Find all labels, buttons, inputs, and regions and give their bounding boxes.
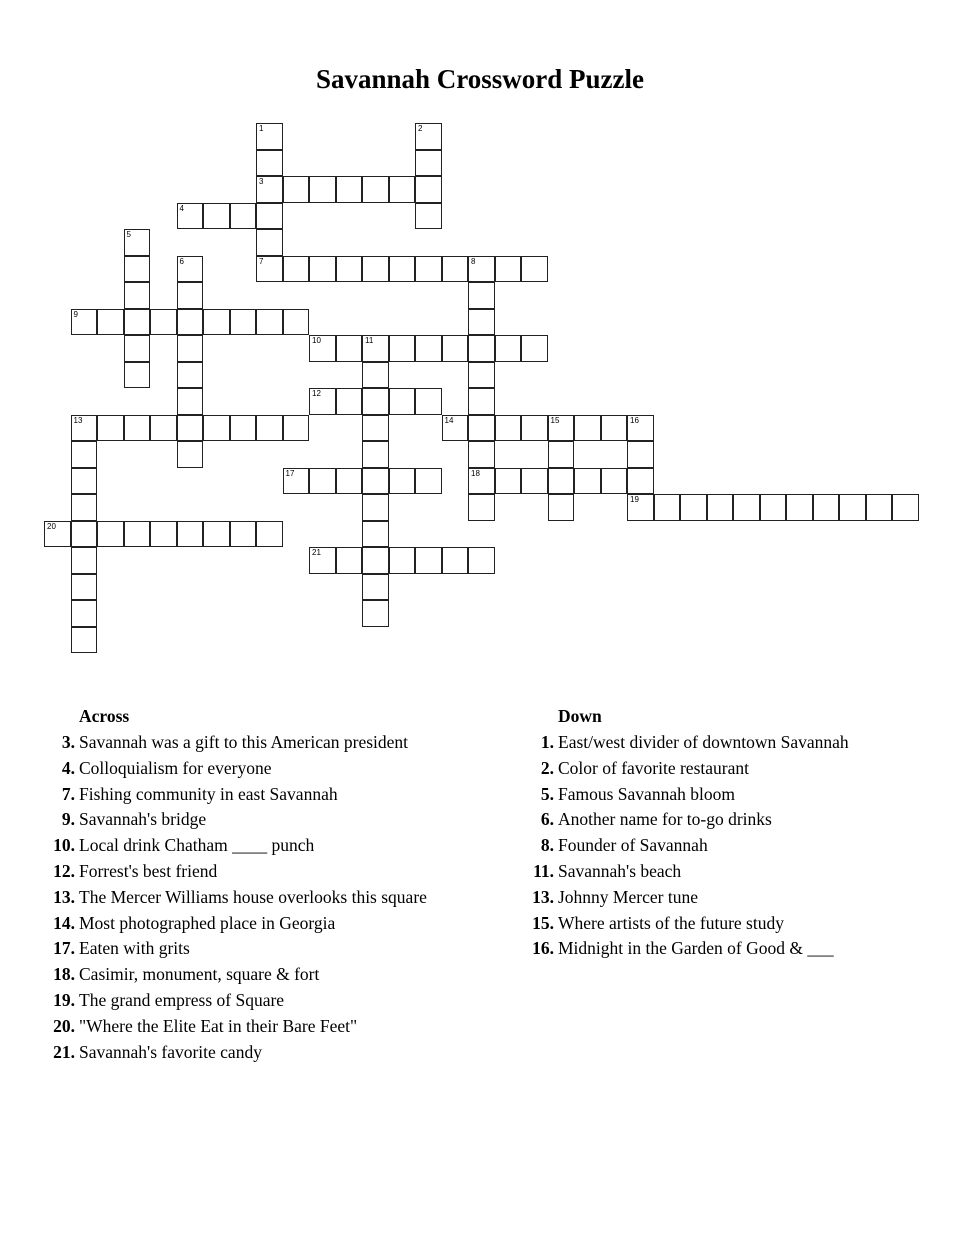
grid-cell[interactable] [415, 468, 442, 495]
clue-number: 12 [312, 389, 321, 398]
clue-number: 5 [126, 230, 131, 239]
clue-text: Savannah's favorite candy [79, 1041, 262, 1062]
grid-cell[interactable] [548, 494, 575, 521]
grid-cell[interactable] [627, 468, 654, 495]
clue-number: 21 [312, 548, 321, 557]
clue-text: Fishing community in east Savannah [79, 783, 338, 804]
grid-cell[interactable] [415, 547, 442, 574]
grid-cell[interactable] [71, 415, 98, 442]
grid-cell[interactable] [627, 415, 654, 442]
clue-num: 17. [53, 938, 75, 959]
clue-text: Another name for to-go drinks [558, 809, 772, 830]
grid-cell[interactable] [495, 468, 522, 495]
clue-num: 14. [53, 912, 75, 933]
grid-cell[interactable] [71, 627, 98, 654]
grid-cell[interactable] [389, 468, 416, 495]
down-heading: Down [558, 706, 602, 726]
grid-cell[interactable] [495, 335, 522, 362]
grid-cell[interactable] [124, 362, 151, 389]
grid-cell[interactable] [415, 176, 442, 203]
grid-cell[interactable] [97, 415, 124, 442]
grid-cell[interactable] [71, 309, 98, 336]
grid-cell[interactable] [124, 415, 151, 442]
grid-cell[interactable] [362, 600, 389, 627]
grid-cell[interactable] [150, 521, 177, 548]
grid-cell[interactable] [230, 203, 257, 230]
grid-cell[interactable] [468, 415, 495, 442]
clue-number: 8 [471, 256, 476, 266]
grid-cell[interactable] [203, 309, 230, 336]
grid-cell[interactable] [362, 521, 389, 548]
grid-cell[interactable] [203, 203, 230, 230]
clue-text: Savannah's beach [558, 861, 682, 881]
clue-text: "Where the Elite Eat in their Bare Feet" [79, 1015, 358, 1036]
grid-cell[interactable] [177, 441, 204, 468]
across-clue [35, 784, 338, 805]
grid-cell[interactable] [680, 494, 707, 521]
grid-cell[interactable] [839, 494, 866, 521]
grid-cell[interactable] [309, 388, 336, 415]
clue-number: 14 [444, 415, 454, 425]
clue-num: 9. [61, 809, 75, 830]
clue-num: 19. [53, 990, 75, 1010]
grid-cell[interactable] [362, 547, 389, 574]
clue-text: Savannah was a gift to this American president [79, 732, 409, 752]
across-clue [35, 861, 217, 882]
grid-cell[interactable] [177, 362, 204, 389]
grid-cell[interactable] [468, 256, 495, 283]
grid-cell[interactable] [283, 256, 310, 283]
grid-cell[interactable] [442, 415, 469, 442]
across-clue [35, 835, 314, 856]
grid-cell[interactable] [256, 176, 283, 203]
grid-cell[interactable] [442, 335, 469, 362]
grid-cell[interactable] [495, 256, 522, 283]
grid-cell[interactable] [256, 415, 283, 442]
grid-cell[interactable] [627, 494, 654, 521]
grid-cell[interactable] [71, 521, 98, 548]
down-clue [514, 784, 735, 805]
grid-cell[interactable] [442, 547, 469, 574]
across-clue [35, 1016, 357, 1037]
clue-text: Midnight in the Garden of Good & ___ [558, 938, 834, 959]
clue-number: 6 [179, 256, 184, 266]
clue-number: 17 [285, 468, 295, 478]
grid-cell[interactable] [230, 521, 257, 548]
grid-cell[interactable] [283, 468, 310, 495]
grid-cell[interactable] [521, 468, 548, 495]
clue-text: Most photographed place in Georgia [79, 912, 336, 933]
clue-number: 19 [630, 495, 639, 504]
across-clue [35, 758, 271, 779]
grid-cell[interactable] [786, 494, 813, 521]
across-clue [35, 913, 335, 934]
grid-cell[interactable] [256, 203, 283, 230]
grid-cell[interactable] [548, 415, 575, 442]
grid-cell[interactable] [124, 521, 151, 548]
grid-cell[interactable] [256, 521, 283, 548]
grid-cell[interactable] [468, 282, 495, 309]
grid-cell[interactable] [177, 256, 204, 283]
grid-cell[interactable] [309, 176, 336, 203]
grid-cell[interactable] [468, 335, 495, 362]
clue-text: Where artists of the future study [558, 912, 784, 933]
clue-number: 10 [312, 336, 321, 345]
grid-cell[interactable] [283, 309, 310, 336]
grid-cell[interactable] [309, 335, 336, 362]
grid-cell[interactable] [362, 335, 389, 362]
clue-number: 18 [471, 468, 480, 478]
grid-cell[interactable] [177, 282, 204, 309]
grid-cell[interactable] [468, 494, 495, 521]
grid-cell[interactable] [256, 123, 283, 150]
grid-cell[interactable] [97, 309, 124, 336]
across-clue [35, 1042, 262, 1063]
clue-text: Color of favorite restaurant [558, 757, 749, 778]
grid-cell[interactable] [230, 415, 257, 442]
clue-number: 13 [73, 415, 83, 425]
grid-cell[interactable] [203, 415, 230, 442]
grid-cell[interactable] [601, 468, 628, 495]
grid-cell[interactable] [654, 494, 681, 521]
grid-cell[interactable] [389, 256, 416, 283]
across-clue [35, 938, 190, 959]
grid-cell[interactable] [362, 441, 389, 468]
grid-cell[interactable] [468, 468, 495, 495]
grid-cell[interactable] [415, 335, 442, 362]
grid-cell[interactable] [468, 547, 495, 574]
clue-num: 8. [540, 835, 554, 856]
grid-cell[interactable] [362, 388, 389, 415]
grid-cell[interactable] [627, 441, 654, 468]
grid-cell[interactable] [362, 468, 389, 495]
clue-num: 3. [61, 732, 75, 752]
grid-cell[interactable] [389, 388, 416, 415]
clue-num: 7. [61, 783, 75, 804]
grid-cell[interactable] [362, 362, 389, 389]
grid-cell[interactable] [71, 468, 98, 495]
grid-cell[interactable] [707, 494, 734, 521]
grid-cell[interactable] [309, 468, 336, 495]
across-clue [35, 732, 408, 753]
grid-cell[interactable] [521, 256, 548, 283]
grid-cell[interactable] [256, 150, 283, 177]
grid-cell[interactable] [97, 521, 124, 548]
down-clue [514, 938, 834, 959]
clue-text: Famous Savannah bloom [558, 783, 735, 804]
grid-cell[interactable] [177, 309, 204, 336]
down-clue [514, 913, 784, 934]
clue-text: Johnny Mercer tune [558, 886, 698, 907]
clue-text: East/west divider of downtown Savannah [558, 732, 849, 752]
clue-num: 2. [540, 757, 554, 778]
clue-number: 4 [179, 203, 184, 213]
across-clue [35, 887, 427, 908]
grid-cell[interactable] [177, 203, 204, 230]
across-clue [35, 809, 206, 830]
grid-cell[interactable] [256, 309, 283, 336]
clue-text: Casimir, monument, square & fort [79, 964, 320, 985]
across-clue [35, 990, 284, 1011]
down-clue [514, 861, 681, 882]
grid-cell[interactable] [71, 600, 98, 627]
grid-cell[interactable] [283, 415, 310, 442]
clue-num: 11. [533, 861, 554, 881]
grid-cell[interactable] [495, 415, 522, 442]
clue-num: 10. [53, 835, 75, 856]
clue-num: 15. [532, 912, 554, 933]
grid-cell[interactable] [415, 203, 442, 230]
clue-num: 6. [540, 809, 554, 830]
grid-cell[interactable] [256, 229, 283, 256]
grid-cell[interactable] [71, 547, 98, 574]
grid-cell[interactable] [389, 547, 416, 574]
clue-number: 11 [365, 336, 374, 345]
grid-cell[interactable] [283, 176, 310, 203]
clue-text: Colloquialism for everyone [79, 757, 272, 778]
clue-text: The Mercer Williams house overlooks this square [79, 886, 427, 907]
grid-cell[interactable] [813, 494, 840, 521]
grid-cell[interactable] [124, 229, 151, 256]
clue-num: 1. [540, 732, 554, 752]
grid-cell[interactable] [124, 309, 151, 336]
grid-cell[interactable] [521, 415, 548, 442]
clue-number: 16 [630, 415, 639, 425]
grid-cell[interactable] [336, 256, 363, 283]
grid-cell[interactable] [733, 494, 760, 521]
grid-cell[interactable] [521, 335, 548, 362]
grid-cell[interactable] [124, 335, 151, 362]
grid-cell[interactable] [44, 521, 71, 548]
grid-cell[interactable] [442, 256, 469, 283]
grid-cell[interactable] [177, 335, 204, 362]
clue-num: 5. [540, 783, 554, 804]
clue-num: 13. [53, 886, 75, 907]
grid-cell[interactable] [362, 256, 389, 283]
down-clue [514, 835, 708, 856]
grid-cell[interactable] [892, 494, 919, 521]
grid-cell[interactable] [362, 574, 389, 601]
clue-num: 16. [532, 938, 554, 959]
grid-cell[interactable] [336, 468, 363, 495]
clue-number: 1 [259, 124, 264, 133]
grid-cell[interactable] [362, 176, 389, 203]
grid-cell[interactable] [548, 441, 575, 468]
clue-number: 20 [47, 521, 56, 531]
grid-cell[interactable] [468, 441, 495, 468]
grid-cell[interactable] [760, 494, 787, 521]
grid-cell[interactable] [150, 415, 177, 442]
grid-cell[interactable] [309, 547, 336, 574]
clue-text: Forrest's best friend [79, 861, 218, 881]
grid-cell[interactable] [256, 256, 283, 283]
clue-number: 2 [418, 124, 423, 133]
grid-cell[interactable] [150, 309, 177, 336]
clue-num: 18. [53, 964, 75, 985]
clue-text: The grand empress of Square [79, 990, 285, 1010]
grid-cell[interactable] [177, 521, 204, 548]
grid-cell[interactable] [230, 309, 257, 336]
down-clue [514, 809, 772, 830]
clue-text: Eaten with grits [79, 938, 190, 959]
grid-cell[interactable] [866, 494, 893, 521]
grid-cell[interactable] [124, 282, 151, 309]
grid-cell[interactable] [362, 415, 389, 442]
down-clue [514, 758, 749, 779]
grid-cell[interactable] [468, 388, 495, 415]
grid-cell[interactable] [177, 415, 204, 442]
grid-cell[interactable] [389, 176, 416, 203]
clue-number: 15 [550, 415, 560, 425]
clue-text: Savannah's bridge [79, 809, 207, 830]
grid-cell[interactable] [574, 415, 601, 442]
grid-cell[interactable] [415, 256, 442, 283]
grid-cell[interactable] [336, 388, 363, 415]
grid-cell[interactable] [71, 494, 98, 521]
grid-cell[interactable] [336, 335, 363, 362]
grid-cell[interactable] [468, 362, 495, 389]
clue-num: 4. [61, 757, 75, 778]
grid-cell[interactable] [415, 388, 442, 415]
grid-cell[interactable] [71, 574, 98, 601]
grid-cell[interactable] [309, 256, 336, 283]
grid-cell[interactable] [336, 547, 363, 574]
across-clue [35, 964, 319, 985]
grid-cell[interactable] [574, 468, 601, 495]
grid-cell[interactable] [468, 309, 495, 336]
clue-text: Founder of Savannah [558, 835, 708, 856]
across-heading: Across [79, 706, 130, 726]
down-clue [514, 887, 698, 908]
clue-num: 21. [53, 1041, 75, 1062]
clue-number: 3 [259, 177, 264, 186]
clue-num: 12. [53, 861, 75, 881]
grid-cell[interactable] [389, 335, 416, 362]
clue-num: 20. [53, 1015, 75, 1036]
clue-number: 9 [73, 309, 78, 319]
puzzle-title: Savannah Crossword Puzzle [315, 64, 645, 94]
grid-cell[interactable] [203, 521, 230, 548]
clue-number: 7 [259, 256, 264, 266]
grid-cell[interactable] [415, 150, 442, 177]
grid-cell[interactable] [336, 176, 363, 203]
grid-cell[interactable] [71, 441, 98, 468]
clue-num: 13. [532, 886, 554, 907]
clue-text: Local drink Chatham ____ punch [79, 835, 315, 856]
grid-cell[interactable] [548, 468, 575, 495]
down-clue [514, 732, 849, 753]
grid-cell[interactable] [124, 256, 151, 283]
grid-cell[interactable] [177, 388, 204, 415]
grid-cell[interactable] [362, 494, 389, 521]
grid-cell[interactable] [601, 415, 628, 442]
grid-cell[interactable] [415, 123, 442, 150]
